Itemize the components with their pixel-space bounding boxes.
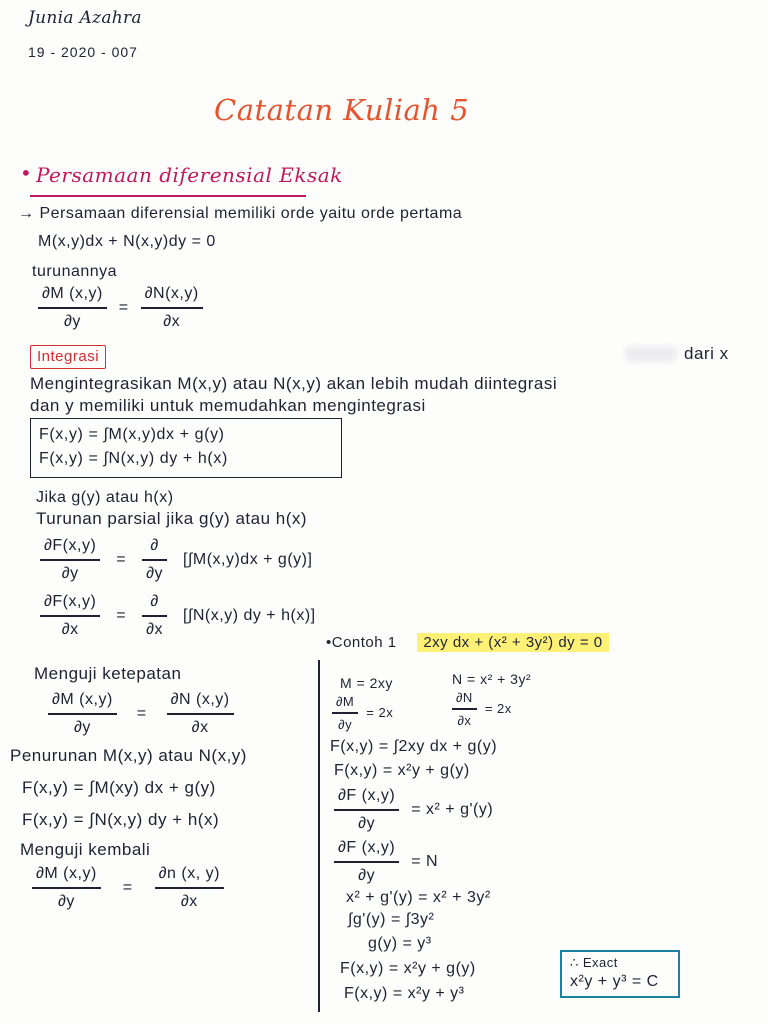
numerator: ∂F (x,y)	[338, 787, 396, 804]
denominator: ∂y	[146, 564, 164, 582]
numerator: ∂	[150, 537, 159, 554]
fraction-dF-dy	[40, 536, 100, 584]
numerator: ∂F(x,y)	[44, 593, 97, 610]
numerator: ∂M (x,y)	[42, 285, 103, 302]
fraction-bar	[141, 307, 203, 309]
fraction-bar	[40, 615, 100, 617]
section-underline	[30, 195, 306, 197]
definition-line: → Persamaan diferensial memiliki orde yaitu orde pertama	[18, 205, 463, 222]
dM-dy-result: = 2x	[366, 705, 394, 721]
example-step-6: F(x,y) = x²y + g(y)	[340, 960, 476, 977]
fraction-bar	[142, 559, 167, 561]
numerator: ∂N (x,y)	[170, 691, 230, 708]
fraction-bar	[332, 712, 358, 714]
equals-sign: =	[122, 878, 133, 896]
fraction-dn-dx	[155, 864, 224, 912]
dN-dx-result: = 2x	[484, 701, 512, 717]
example-step-4: ∫g'(y) = ∫3y²	[348, 911, 435, 928]
example-heading	[326, 633, 609, 653]
equals-sign: =	[116, 606, 127, 624]
page-title: Catatan Kuliah 5	[214, 93, 470, 127]
fraction-dM-dy	[32, 864, 101, 912]
denominator: ∂x	[180, 892, 198, 910]
retest-equation	[32, 864, 224, 912]
denominator: ∂y	[338, 716, 353, 732]
numerator: ∂N(x,y)	[144, 285, 199, 302]
fraction-dM-dy	[48, 690, 117, 738]
integration-formula-box	[30, 418, 342, 478]
partial-derivative-x	[40, 592, 316, 640]
condition-line: Jika g(y) atau h(x)	[36, 489, 174, 506]
example-equation: 2xy dx + (x² + 3y²) dy = 0	[417, 633, 608, 652]
example-dF-dy-1	[334, 786, 493, 834]
numerator: ∂F(x,y)	[44, 537, 97, 554]
integrasi-label: Integrasi	[30, 345, 106, 369]
integration-text-line-1: Mengintegrasikan M(x,y) atau N(x,y) akan lebih mudah diintegrasi	[30, 374, 558, 393]
exactness-condition	[38, 284, 203, 332]
dF-dy-result: = x² + g'(y)	[411, 800, 494, 818]
denominator: ∂x	[146, 620, 164, 638]
denominator: ∂x	[191, 718, 209, 736]
denominator: ∂y	[358, 814, 376, 832]
denominator: ∂x	[61, 620, 79, 638]
result-box	[560, 950, 680, 998]
example-label: •Contoh 1	[326, 634, 397, 651]
example-step-3: x² + g'(y) = x² + 3y²	[346, 889, 491, 906]
test-exactness-equation	[48, 690, 234, 738]
denominator: ∂x	[163, 312, 181, 330]
equals-sign: =	[116, 550, 127, 568]
partial-expression: [∫N(x,y) dy + h(x)]	[183, 606, 316, 624]
dF-dy-equals-N: = N	[411, 852, 439, 870]
result-label: ∴ Exact	[570, 955, 618, 970]
denominator: ∂y	[358, 866, 376, 884]
derivative-label: turunannya	[32, 263, 118, 280]
derivation-label: Penurunan M(x,y) atau N(x,y)	[10, 746, 247, 765]
example-step-5: g(y) = y³	[368, 935, 432, 952]
numerator: ∂	[150, 593, 159, 610]
fraction-bar	[452, 708, 477, 710]
fraction-dF-dy	[334, 838, 399, 886]
fraction-bar	[142, 615, 167, 617]
example-step-2: F(x,y) = x²y + g(y)	[334, 762, 470, 779]
fraction-dN-dx	[167, 690, 234, 738]
partial-derivative-label: Turunan parsial jika g(y) atau h(x)	[36, 509, 308, 528]
fraction-bar	[167, 713, 234, 715]
integration-text-line-2: dan y memiliki untuk memudahkan mengintegrasi	[30, 396, 426, 415]
fraction-bar	[334, 809, 399, 811]
example-dF-dy-2	[334, 838, 438, 886]
derivation-line-2: F(x,y) = ∫N(x,y) dy + h(x)	[22, 810, 220, 829]
m-definition: M = 2xy	[340, 675, 393, 691]
integration-text-line-1-end: dari x	[684, 344, 729, 363]
fraction-bar	[155, 887, 224, 889]
fraction-dN-dx	[452, 690, 477, 728]
column-divider	[318, 660, 320, 1012]
partial-derivative-y	[40, 536, 312, 584]
fraction-bar	[40, 559, 100, 561]
numerator: ∂F (x,y)	[338, 839, 396, 856]
numerator: ∂n (x, y)	[158, 865, 220, 882]
derivation-line-1: F(x,y) = ∫M(xy) dx + g(y)	[22, 778, 216, 797]
fraction-bar	[32, 887, 101, 889]
numerator: ∂N	[456, 690, 473, 705]
fraction-bar	[38, 307, 107, 309]
fraction-dF-dx	[40, 592, 100, 640]
fraction-dF-dy	[334, 786, 399, 834]
denominator: ∂y	[57, 892, 75, 910]
differential-equation: M(x,y)dx + N(x,y)dy = 0	[38, 233, 216, 250]
partial-operator-x	[142, 592, 167, 640]
retest-label: Menguji kembali	[20, 840, 151, 859]
equals-sign: =	[118, 298, 129, 316]
n-definition: N = x² + 3y²	[452, 671, 532, 687]
author-name: Junia Azahra	[28, 8, 142, 28]
formula-integrate-N: F(x,y) = ∫N(x,y) dy + h(x)	[39, 450, 228, 467]
denominator: ∂y	[61, 564, 79, 582]
erased-smudge	[624, 346, 678, 362]
fraction-dM-dy	[38, 284, 107, 332]
numerator: ∂M	[336, 694, 355, 709]
student-id: 19 - 2020 - 007	[28, 44, 138, 60]
example-step-7: F(x,y) = x²y + y³	[344, 985, 465, 1002]
denominator: ∂y	[73, 718, 91, 736]
numerator: ∂M (x,y)	[36, 865, 97, 882]
test-exactness-label: Menguji ketepatan	[34, 664, 182, 683]
result-equation: x²y + y³ = C	[570, 973, 659, 990]
example-step-1: F(x,y) = ∫2xy dx + g(y)	[330, 738, 498, 755]
example-dM-dy	[332, 694, 393, 732]
section-heading: Persamaan diferensial Eksak	[36, 163, 343, 187]
partial-expression: [∫M(x,y)dx + g(y)]	[183, 550, 313, 568]
fraction-bar	[334, 861, 399, 863]
formula-integrate-M: F(x,y) = ∫M(x,y)dx + g(y)	[39, 426, 225, 443]
numerator: ∂M (x,y)	[52, 691, 113, 708]
section-bullet: •	[20, 161, 33, 185]
partial-operator-y	[142, 536, 167, 584]
fraction-dN-dx	[141, 284, 203, 332]
fraction-bar	[48, 713, 117, 715]
example-dN-dx	[452, 690, 512, 728]
denominator: ∂y	[63, 312, 81, 330]
equals-sign: =	[136, 704, 147, 722]
denominator: ∂x	[457, 712, 472, 728]
fraction-dM-dy	[332, 694, 358, 732]
